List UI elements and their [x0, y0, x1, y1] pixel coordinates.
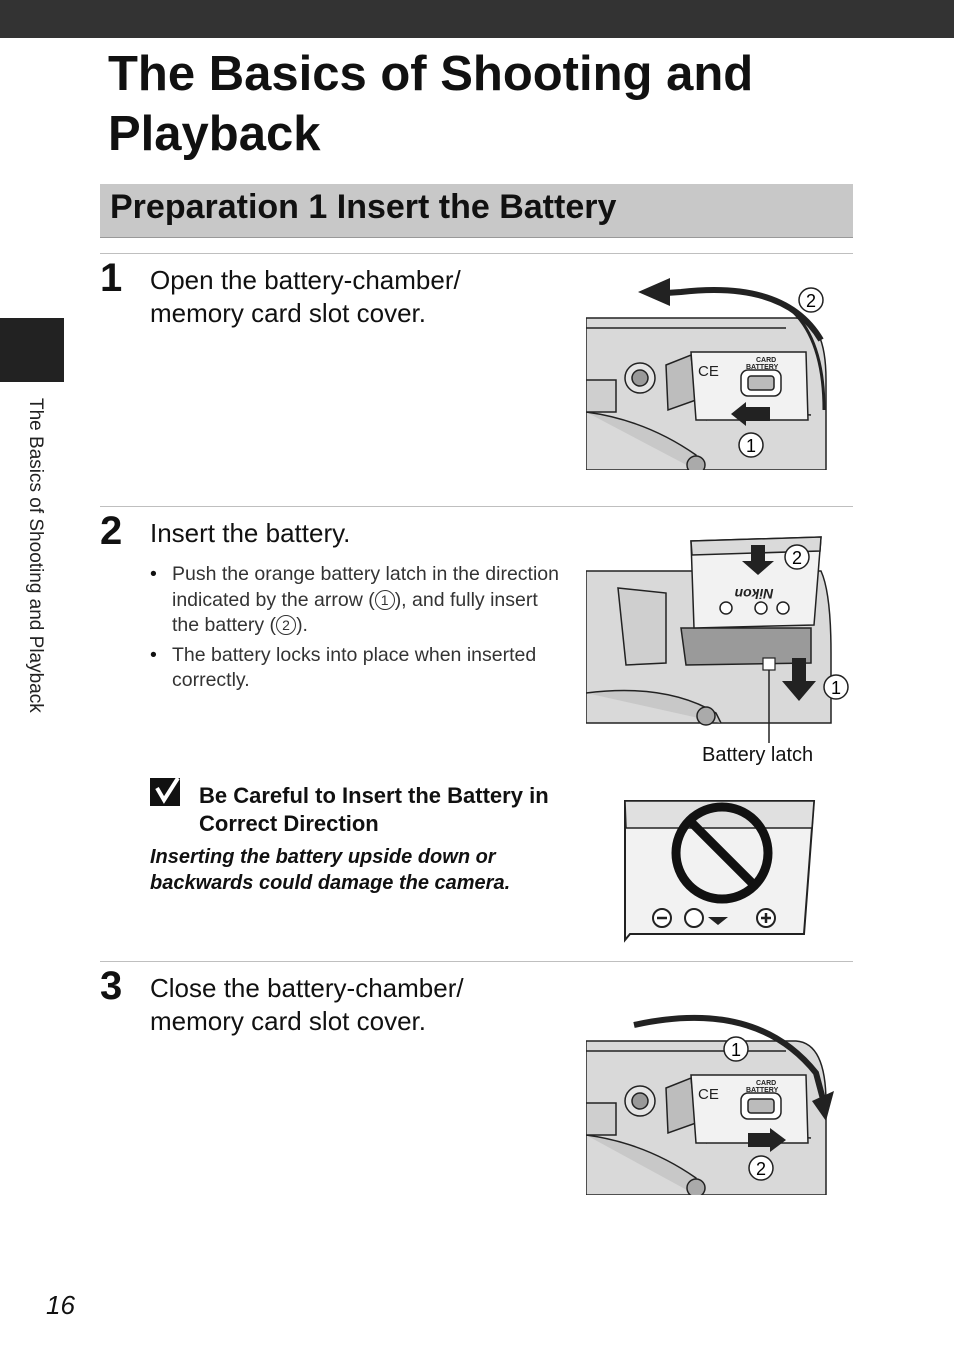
list-item: • The battery locks into place when inserted correctly.	[150, 643, 560, 694]
caution-check-icon	[150, 776, 184, 808]
section-heading: Preparation 1 Insert the Battery	[110, 188, 617, 226]
step-3-text: Close the battery-chamber/ memory card slot cover.	[150, 973, 464, 1036]
card-label: CARD	[756, 1080, 777, 1087]
ce-mark: CE	[698, 1086, 719, 1103]
callout-1: 1	[745, 436, 757, 456]
card-label: CARD	[756, 357, 777, 364]
step-1-number: 1	[100, 256, 123, 300]
note-title: Be Careful to Insert the Battery in Correct Direction	[199, 783, 549, 836]
callout-1: 1	[730, 1040, 742, 1060]
step-1-text: Open the battery-chamber/ memory card slot cover.	[150, 265, 461, 328]
step-1-divider	[100, 253, 853, 254]
page-number: 16	[46, 1290, 75, 1320]
battery-label: BATTERY	[746, 364, 779, 371]
battery-label: BATTERY	[746, 1087, 779, 1094]
close-cover-illustration	[586, 1003, 836, 1195]
circled-1: 1	[375, 590, 395, 610]
arrow-open-icon	[638, 278, 670, 306]
chapter-tab	[0, 318, 64, 382]
nikon-logo: Nikon	[734, 586, 774, 602]
chapter-side-label: The Basics of Shooting and Playback	[25, 398, 46, 713]
open-cover-illustration	[586, 270, 836, 470]
insert-battery-illustration	[586, 533, 856, 748]
step-2-bullets	[150, 562, 560, 698]
section-heading-bar	[100, 184, 853, 238]
step-2-text: Insert the battery.	[150, 518, 351, 548]
ce-mark: CE	[698, 363, 719, 380]
list-item: • Push the orange battery latch in the direction indicated by the arrow ( 1 ), and fully insert the battery ( 2 ).	[150, 562, 560, 639]
step-3-number: 3	[100, 964, 123, 1008]
step-2-divider	[100, 506, 853, 507]
note-body: Inserting the battery upside down or backwards could damage the camera.	[150, 846, 511, 894]
top-bar	[0, 0, 954, 38]
page-title: The Basics of Shooting and Playback	[108, 47, 754, 161]
circled-2: 2	[276, 615, 296, 635]
callout-1: 1	[830, 678, 842, 698]
step-3-divider	[100, 961, 853, 962]
step-2-number: 2	[100, 509, 123, 553]
wrong-direction-illustration	[622, 798, 822, 943]
callout-2: 2	[755, 1159, 767, 1179]
battery-latch-label: Battery latch	[702, 744, 814, 766]
callout-2: 2	[791, 548, 803, 568]
callout-2: 2	[805, 291, 817, 311]
